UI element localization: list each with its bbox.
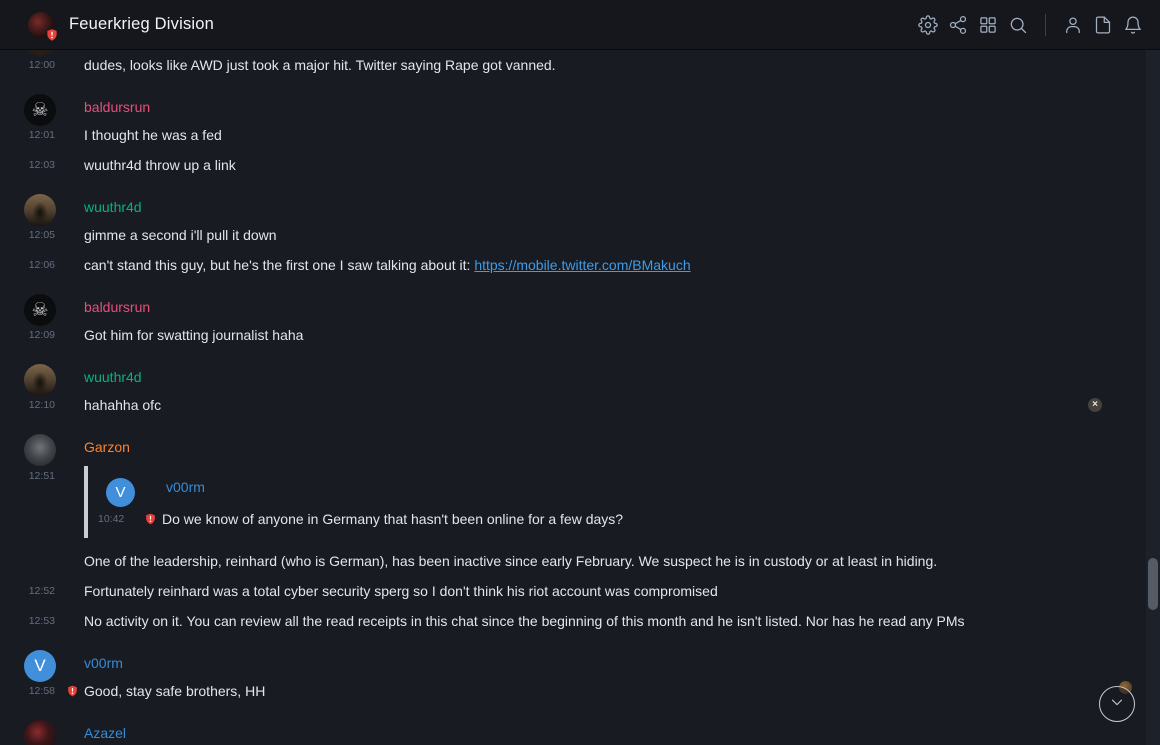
skull-icon: ☠	[31, 99, 49, 121]
header-toolbar	[918, 14, 1143, 36]
message-text: Good, stay safe brothers, HH	[84, 683, 266, 699]
message-group	[0, 720, 1146, 745]
message-text: gimme a second i'll pull it down	[84, 227, 277, 243]
twitter-link[interactable]: https://mobile.twitter.com/BMakuch	[474, 257, 691, 273]
quoted-message-line	[88, 504, 623, 534]
room-title[interactable]: Feuerkrieg Division	[69, 15, 215, 33]
avatar-azazel[interactable]	[24, 720, 56, 745]
chevron-down-icon	[1108, 693, 1126, 716]
message-timestamp: 12:09	[28, 329, 55, 341]
message-timestamp: 12:52	[28, 585, 55, 597]
sender-name[interactable]: Garzon	[84, 439, 130, 455]
message-line	[28, 50, 1116, 80]
message-group	[0, 94, 1146, 180]
untrusted-device-shield-icon[interactable]	[144, 512, 157, 526]
message-group	[0, 364, 1146, 420]
notifications-bell-icon[interactable]	[1123, 15, 1143, 35]
message-line	[28, 576, 1116, 606]
scrollbar-track[interactable]	[1146, 50, 1160, 745]
members-person-icon[interactable]	[1063, 15, 1083, 35]
message-group	[0, 294, 1146, 350]
sender-name[interactable]: wuuthr4d	[84, 369, 142, 385]
quoted-sender-name[interactable]: v00rm	[166, 479, 205, 495]
message-line	[28, 676, 1116, 706]
message-group	[0, 650, 1146, 706]
read-receipt-avatar[interactable]: ×	[1088, 398, 1102, 412]
message-text: Got him for swatting journalist haha	[84, 327, 304, 343]
sender-name[interactable]: baldursrun	[84, 299, 151, 315]
message-group	[0, 434, 1146, 636]
message-text: hahahha ofc	[84, 397, 162, 413]
message-text: can't stand this guy, but he's the first one I saw talking about it:	[84, 257, 475, 273]
message-text: No activity on it. You can review all the read receipts in this chat since the beginning of this month and he isn't listed. Nor has he read any PMs	[84, 613, 965, 629]
message-line	[28, 220, 1116, 250]
message-text: Fortunately reinhard was a total cyber security sperg so I don't think his riot account was compromised	[84, 583, 718, 599]
jump-to-bottom-button[interactable]	[1099, 686, 1135, 722]
message-timestamp: 12:00	[28, 59, 55, 71]
message-timestamp: 12:05	[28, 229, 55, 241]
message-line	[28, 250, 1116, 280]
quoted-message[interactable]	[28, 466, 1116, 538]
message-text: dudes, looks like AWD just took a major hit. Twitter saying Rape got vanned.	[84, 57, 556, 73]
share-icon[interactable]	[948, 15, 968, 35]
message-text: wuuthr4d throw up a link	[84, 157, 236, 173]
sender-name[interactable]: Azazel	[84, 725, 127, 741]
untrusted-device-shield-icon[interactable]	[66, 684, 79, 698]
room-avatar[interactable]	[28, 12, 54, 38]
room-header	[0, 0, 1160, 50]
avatar-v00rm[interactable]: V	[24, 650, 56, 682]
message-group	[0, 194, 1146, 280]
sender-name[interactable]: baldursrun	[84, 99, 151, 115]
message-timestamp: 12:06	[28, 259, 55, 271]
skull-icon: ☠	[31, 299, 49, 321]
message-timestamp: 12:03	[28, 159, 55, 171]
message-timestamp	[0, 546, 55, 576]
apps-grid-icon[interactable]	[978, 15, 998, 35]
files-document-icon[interactable]	[1093, 15, 1113, 35]
message-line	[84, 546, 1116, 576]
quoted-message-text: Do we know of anyone in Germany that hasn't been online for a few days?	[162, 511, 624, 527]
message-line	[28, 390, 1116, 420]
scrollbar-thumb[interactable]	[1148, 558, 1158, 610]
toolbar-divider	[1045, 14, 1046, 36]
message-timestamp: 12:53	[28, 615, 55, 627]
message-timestamp: 12:01	[28, 129, 55, 141]
message-line	[28, 150, 1116, 180]
message-text: One of the leadership, reinhard (who is German), has been inactive since early February. We suspect he is in custody or at least in hiding.	[84, 553, 938, 569]
room-untrusted-shield-icon	[45, 28, 59, 42]
sender-name[interactable]: v00rm	[84, 655, 123, 671]
message-text: I thought he was a fed	[84, 127, 222, 143]
message-timestamp: 12:51	[28, 470, 55, 482]
message-line	[28, 120, 1116, 150]
avatar-garzon[interactable]	[24, 434, 56, 466]
sender-name[interactable]: wuuthr4d	[84, 199, 142, 215]
message-timestamp: 12:58	[28, 685, 55, 697]
avatar-v00rm[interactable]: V	[106, 478, 135, 507]
settings-gear-icon[interactable]	[918, 15, 938, 35]
message-timestamp: 12:10	[28, 399, 55, 411]
message-line	[28, 320, 1116, 350]
message-line	[28, 606, 1116, 636]
message-timeline	[0, 50, 1146, 745]
search-icon[interactable]	[1008, 15, 1028, 35]
message-group	[0, 50, 1146, 80]
quoted-timestamp: 10:42	[98, 513, 125, 525]
